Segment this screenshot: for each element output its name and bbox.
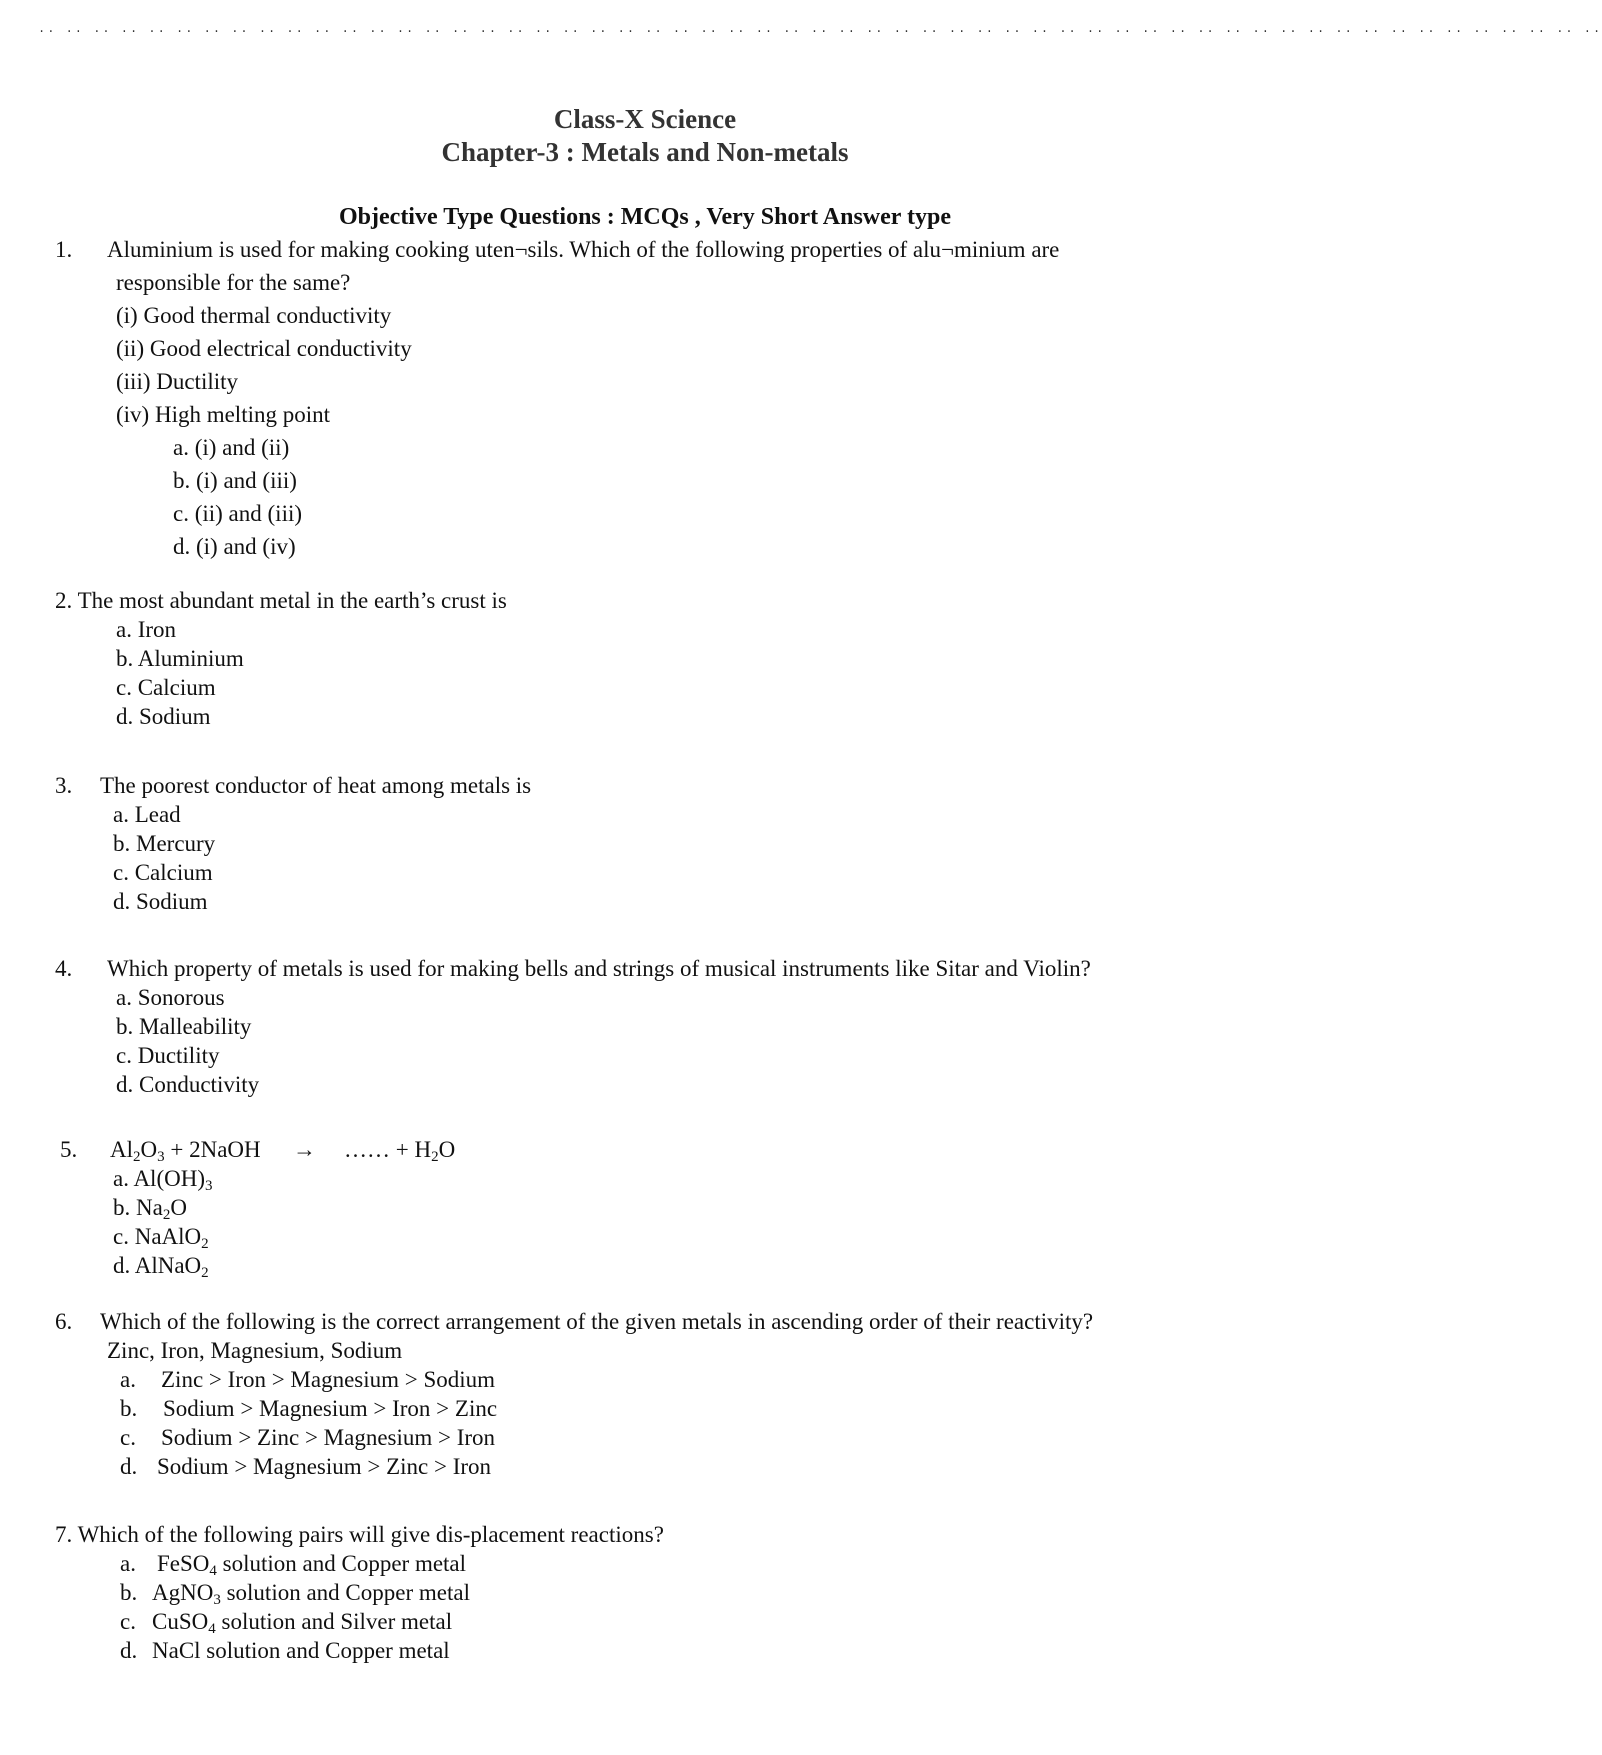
- option-letter: c.: [120, 1609, 136, 1634]
- question-number: 3.: [55, 773, 73, 798]
- arrow-icon: →: [293, 1137, 316, 1162]
- option-b: b. $Na_2O$: [113, 1195, 187, 1223]
- option-d: d. AlNaO$_2$: [113, 1253, 209, 1281]
- option-d: d. Sodium: [116, 704, 211, 729]
- property-item: (i) Good thermal conductivity: [116, 303, 392, 328]
- option-b: b. Mercury: [113, 831, 216, 856]
- option-b: b. Aluminium: [116, 646, 244, 671]
- option-letter: b.: [120, 1396, 138, 1421]
- option-c: c. Ductility: [116, 1043, 220, 1068]
- option-a: a. Sonorous: [116, 985, 225, 1010]
- question-number: 4.: [55, 956, 73, 981]
- option-d: Sodium > Magnesium > Zinc > Iron: [157, 1454, 492, 1479]
- dotted-header-line: .. .. .. .. .. .. .. .. .. .. .. .. .. .. .. .. .. .. .. .. .. .. .. .. .. .. .. .. .. .. .. .. .. .. .. .. .. .. .. .. .. .. .. .. .. .. .. .. .. .. .. .. .. .. .. .. ..: [38, 22, 1602, 36]
- option-c: c. (ii) and (iii): [173, 501, 303, 526]
- option-d: d. Sodium: [113, 889, 208, 914]
- option-letter: b.: [120, 1580, 138, 1605]
- option-b: AgNO$_3$ solution and Copper metal: [152, 1580, 470, 1608]
- question-text: Aluminium is used for making cooking uten¬sils. Which of the following properties of alu¬minium are: [107, 237, 1060, 262]
- question-text-cont: Zinc, Iron, Magnesium, Sodium: [107, 1338, 403, 1363]
- option-c: c. Calcium: [116, 675, 216, 700]
- question-text: The poorest conductor of heat among metals is: [100, 773, 532, 798]
- option-a: a. (i) and (ii): [173, 435, 290, 460]
- option-a: Zinc > Iron > Magnesium > Sodium: [161, 1367, 496, 1392]
- property-item: (ii) Good electrical conductivity: [116, 336, 412, 361]
- question-number: 1.: [55, 237, 73, 262]
- option-d: NaCl solution and Copper metal: [152, 1638, 450, 1663]
- option-b: Sodium > Magnesium > Iron > Zinc: [163, 1396, 498, 1421]
- question-text: 2. The most abundant metal in the earth’s crust is: [55, 588, 507, 613]
- equation-products: …… + $H_2O$: [344, 1137, 456, 1165]
- question-text: Which of the following is the correct arrangement of the given metals in ascending order of their reactivity?: [100, 1309, 1094, 1334]
- option-c: CuSO$_4$ solution and Silver metal: [152, 1609, 453, 1637]
- question-text: 7. Which of the following pairs will give dis-placement reactions?: [55, 1522, 664, 1547]
- option-a: a. $Al(OH)_3$: [113, 1166, 213, 1194]
- property-item: (iii) Ductility: [116, 369, 239, 394]
- class-title: Class-X Science: [553, 104, 737, 134]
- section-title: Objective Type Questions : MCQs , Very Short Answer type: [339, 204, 951, 230]
- property-item: (iv) High melting point: [116, 402, 331, 427]
- question-number: 5.: [60, 1137, 78, 1162]
- option-a: a. Lead: [113, 802, 181, 827]
- option-b: b. (i) and (iii): [173, 468, 297, 493]
- question-text-cont: responsible for the same?: [116, 270, 351, 295]
- option-c: c. NaAlO$_2$: [113, 1224, 209, 1252]
- chapter-title: Chapter-3 : Metals and Non-metals: [441, 137, 849, 167]
- option-d: d. (i) and (iv): [173, 534, 296, 559]
- option-a: FeSO$_4$ solution and Copper metal: [157, 1551, 467, 1579]
- option-b: b. Malleability: [116, 1014, 252, 1039]
- option-letter: c.: [120, 1425, 136, 1450]
- option-d: d. Conductivity: [116, 1072, 260, 1097]
- option-c: Sodium > Zinc > Magnesium > Iron: [161, 1425, 496, 1450]
- option-letter: a.: [120, 1367, 136, 1392]
- option-a: a. Iron: [116, 617, 177, 642]
- question-text: Which property of metals is used for making bells and strings of musical instruments like Sitar and Violin?: [107, 956, 1091, 981]
- option-letter: a.: [120, 1551, 136, 1576]
- option-letter: d.: [120, 1454, 138, 1479]
- question-number: 6.: [55, 1309, 73, 1334]
- equation-reactants: $Al_2O_3$ + 2NaOH: [110, 1137, 261, 1165]
- option-letter: d.: [120, 1638, 138, 1663]
- option-c: c. Calcium: [113, 860, 213, 885]
